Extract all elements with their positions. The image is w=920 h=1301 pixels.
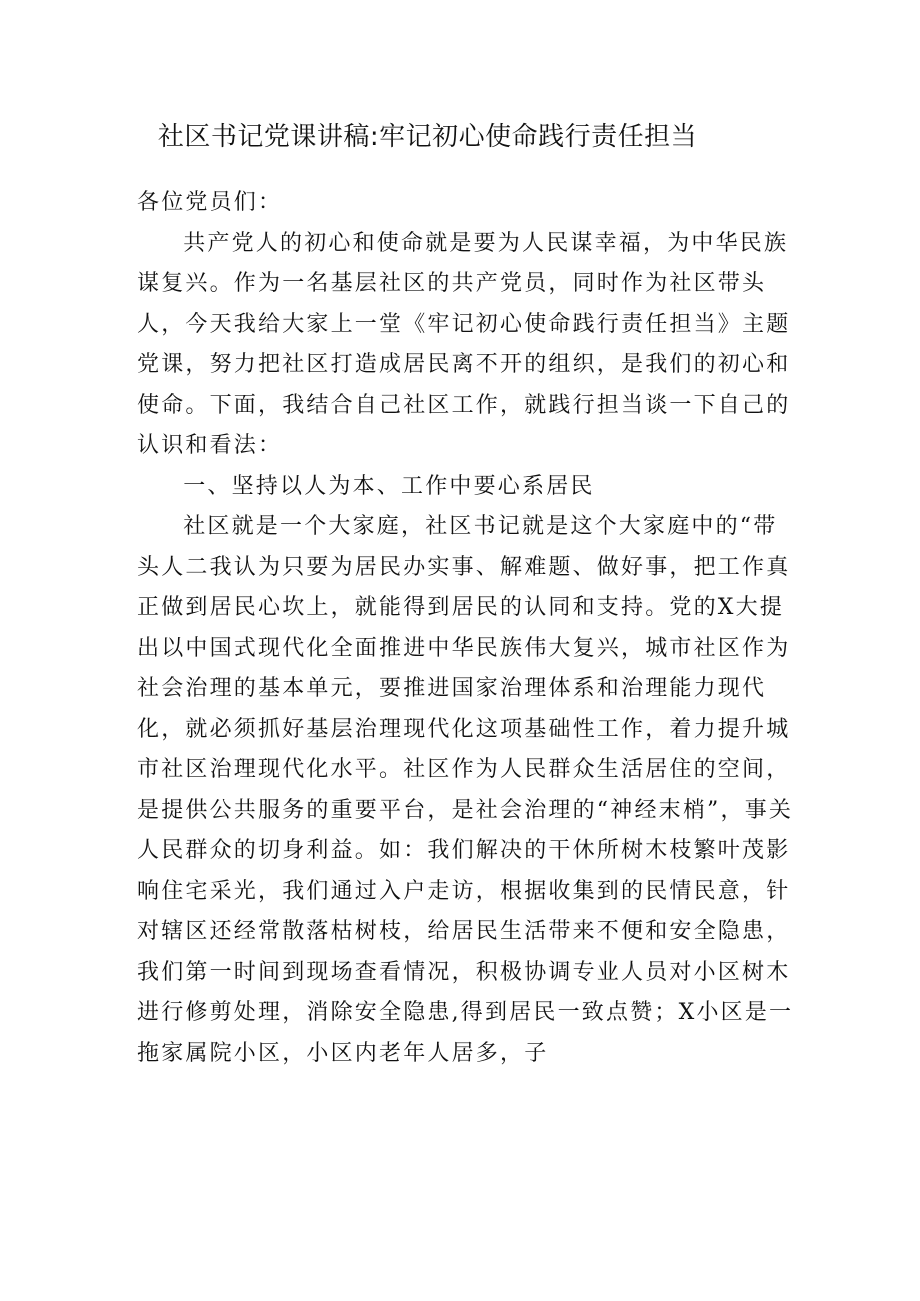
section-heading: 一、坚持以人为本、工作中要心系居民 <box>183 473 595 499</box>
salutation: 各位党员们： <box>137 190 283 215</box>
document-body <box>137 183 797 1074</box>
paragraph-section-1: 社区就是一个大家庭，社区书记就是这个大家庭中的“带头人二我认为只要为居民办实事、解难题、做好事，把工作真正做到居民心坎上，就能得到居民的认同和支持。党的X大提出以中国式现代化全面推进中华民族伟大复兴，城市社区作为社会治理的基本单元，要推进国家治理体系和治理能力现代化，就必须抓好基层治理现代化这项基础性工作，着力提升城市社区治理现代化水平。社区作为人民群众生活居住的空间，是提供公共服务的重要平台，是社会治理的“神经末梢”，事关人民群众的切身利益。如：我们解决的干休所树木枝繁叶茂影响住宅采光，我们通过入户走访，根据收集到的民情民意，针对辖区还经常散落枯树枝，给居民生活带来不便和安全隐患，我们第一时间到现场查看情况，积极协调专业人员对小区树木进行修剪处理，消除安全隐患,得到居民一致点赞；X小区是一拖家属院小区，小区内老年人居多，子 <box>137 514 794 1066</box>
document-title: 社区书记党课讲稿:牢记初心使命践行责任担当 <box>157 122 698 152</box>
paragraph-intro: 共产党人的初心和使命就是要为人民谋幸福，为中华民族谋复兴。作为一名基层社区的共产党员，同时作为社区带头人，今天我给大家上一堂《牢记初心使命践行责任担当》主题党课，努力把社区打造成居民离不开的组织，是我们的初心和使命。下面，我结合自己社区工作，就践行担当谈一下自己的认识和看法： <box>137 230 791 458</box>
